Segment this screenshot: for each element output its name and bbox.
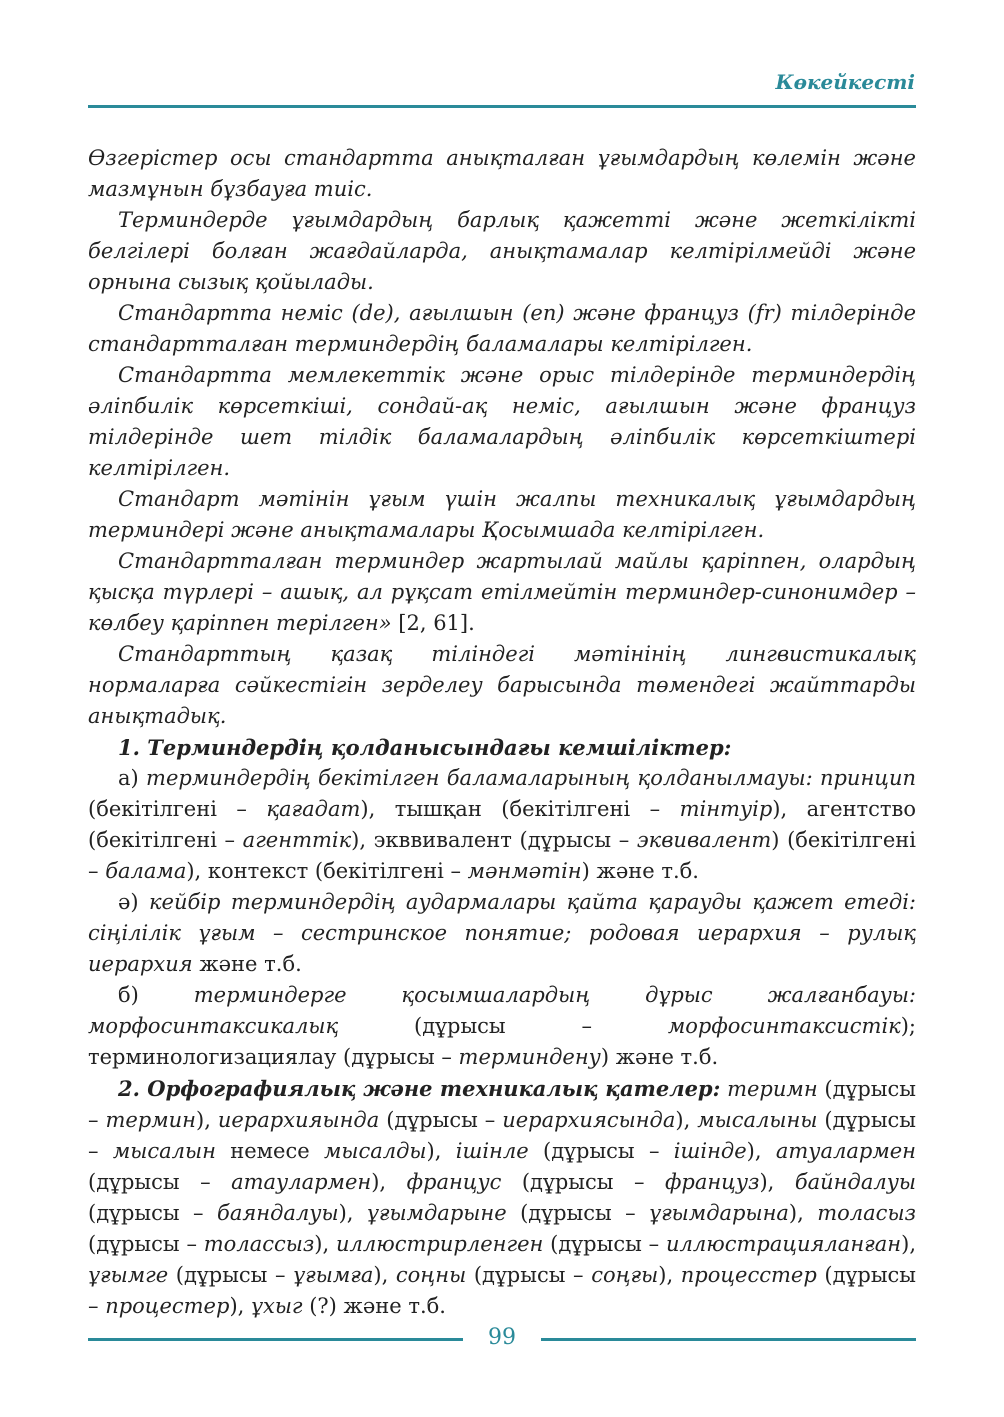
text-run: ) және т.б.: [600, 1045, 719, 1069]
text-run: иллюстрирленген: [336, 1232, 544, 1256]
text-run: ), экввивалент (дұрысы –: [351, 828, 637, 852]
text-run: ә): [118, 890, 149, 914]
paragraph-6-reference: [2, 61].: [391, 611, 475, 635]
text-run: 2. Орфографиялық және техникалық қателер:: [118, 1076, 721, 1101]
text-run: мысалын: [112, 1139, 216, 1163]
text-run: (?) және т.б.: [302, 1294, 446, 1318]
text-run: морфосинтаксистік: [667, 1014, 901, 1038]
text-run: ),: [314, 1232, 336, 1256]
text-run: ) және т.б.: [581, 859, 699, 883]
text-run: атуалармен: [775, 1139, 916, 1163]
paragraph-6: [88, 546, 916, 639]
text-run: (дұрысы –: [338, 1014, 668, 1038]
text-run: ), контекст (бекітілгені –: [186, 859, 468, 883]
text-run: ),: [658, 1263, 681, 1287]
text-run: ұғымдарына: [649, 1201, 789, 1225]
text-run: (дұрысы –: [501, 1170, 665, 1194]
footer-rule-right: [541, 1338, 916, 1341]
text-run: эквивалент: [636, 828, 772, 852]
page-body: [88, 143, 916, 1322]
text-run: ),: [371, 1170, 407, 1194]
text-run: ),: [788, 1201, 818, 1225]
text-run: ),: [759, 1170, 795, 1194]
text-run: процесстер: [680, 1263, 817, 1287]
text-run: ),: [746, 1139, 776, 1163]
text-run: (дұрысы –: [528, 1139, 674, 1163]
text-run: терминдену: [458, 1045, 601, 1069]
text-run: ішінде: [673, 1139, 747, 1163]
text-run: немесе: [215, 1139, 324, 1163]
text-run: б): [118, 983, 194, 1007]
text-run: терминдерге қосымшалардың дұрыс жалғанбауы: морфосинтаксикалық: [88, 983, 917, 1038]
text-run: терминдердің бекітілген баламаларының қолданылмауы: принцип: [146, 766, 916, 790]
text-run: (дұрысы –: [466, 1263, 592, 1287]
paragraph-6-quote: Стандартталған терминдер жартылай майлы қаріппен, олардың қысқа түрлері – ашық, ал рұқсат етілмейтін терминдер-синонимдер – көлбеу қаріппен терілген»: [88, 549, 916, 635]
text-run: ұғымдарыне: [366, 1201, 507, 1225]
text-run: қағадат: [266, 797, 361, 821]
text-run: процестер: [105, 1294, 230, 1318]
paragraph-5: Стандарт мәтінін ұғым үшін жалпы техникалық ұғымдардың терминдері және анықтамалары Қосымшада келтірілген.: [88, 487, 916, 542]
text-run: тінтуір: [679, 797, 773, 821]
header-rule: [88, 105, 916, 108]
text-run: баяндалуы: [217, 1201, 339, 1225]
text-run: (дұрысы –: [506, 1201, 650, 1225]
text-run: агенттік: [242, 828, 352, 852]
text-run: балама: [105, 859, 187, 883]
text-run: иерархияында: [217, 1108, 380, 1132]
text-run: теримн: [720, 1077, 818, 1101]
text-run: кейбір терминдердің аудармалары қайта қарауды қажет етеді: сіңілілік ұғым – сестринское понятие; родовая иерархия – рулық иерархия: [88, 890, 917, 976]
text-run: ),: [901, 1232, 916, 1256]
paragraph-7: Стандарттың қазақ тіліндегі мәтінінің лингвистикалық нормаларға сәйкестігін зерделеу барысында төмендегі жайттарды анықтадық.: [88, 642, 916, 728]
text-run: (дұрысы –: [543, 1232, 666, 1256]
text-run: иллюстрацияланған: [665, 1232, 902, 1256]
page-number: 99: [488, 1325, 516, 1350]
text-run: а): [118, 766, 147, 790]
text-run: термин: [105, 1108, 197, 1132]
text-run: ұғымға: [293, 1263, 374, 1287]
text-run: ),: [196, 1108, 218, 1132]
text-run: ),: [338, 1201, 367, 1225]
text-run: мысалды: [323, 1139, 427, 1163]
text-run: соңғы: [591, 1263, 659, 1287]
text-run: францус: [406, 1170, 502, 1194]
text-run: толасыз: [817, 1201, 916, 1225]
text-run: (бекітілгені –: [88, 797, 267, 821]
text-run: ),: [229, 1294, 251, 1318]
text-run: ) (бекітілгені –: [88, 828, 916, 883]
text-run: ішінле: [455, 1139, 529, 1163]
text-run: ),: [675, 1108, 698, 1132]
section-1-item-b: [88, 980, 916, 1073]
text-run: ), агентство (бекітілгені –: [88, 797, 916, 852]
text-run: иерархиясында: [502, 1108, 676, 1132]
running-header-title: Көкейкесті: [775, 70, 915, 94]
text-run: мәнмәтін: [467, 859, 582, 883]
text-run: ),: [426, 1139, 456, 1163]
footer-rule-left: [88, 1338, 463, 1341]
text-run: (дұрысы –: [88, 1201, 217, 1225]
text-run: байндалуы: [794, 1170, 916, 1194]
text-run: (дұрысы –: [88, 1263, 917, 1318]
paragraph-4: Стандартта мемлекеттік және орыс тілдерінде терминдердің әліпбилік көрсеткіші, сондай-ақ неміс, ағылшын және француз тілдерінде шет тілдік баламалардың әліпбилік көрсеткіштері келтірілген.: [88, 363, 916, 480]
text-run: ұхыг: [250, 1294, 303, 1318]
section-1-heading: 1. Терминдердің қолданысындағы кемшіліктер:: [118, 735, 732, 760]
text-run: (дұрысы –: [88, 1077, 916, 1132]
text-run: ), тышқан (бекітілгені –: [360, 797, 680, 821]
text-run: (дұрысы –: [88, 1232, 204, 1256]
paragraph-2: Терминдерде ұғымдардың барлық қажетті және жеткілікті белгілері болған жағдайларда, анықтамалар келтірілмейді және орнына сызық қойылады.: [88, 208, 916, 294]
text-run: француз: [664, 1170, 760, 1194]
text-run: ),: [373, 1263, 396, 1287]
text-run: және т.б.: [192, 952, 302, 976]
text-run: ); терминологизациялау (дұрысы –: [88, 1014, 916, 1069]
text-run: (дұрысы –: [168, 1263, 294, 1287]
text-run: толассыз: [203, 1232, 315, 1256]
paragraph-1: Өзгерістер осы стандартта анықталған ұғымдардың көлемін және мазмұнын бұзбауға тиіс.: [88, 146, 916, 201]
text-run: (дұрысы –: [379, 1108, 503, 1132]
text-run: (дұрысы –: [88, 1108, 917, 1163]
section-1-item-ae: [88, 887, 916, 980]
text-run: (дұрысы –: [88, 1170, 232, 1194]
text-run: ұғымге: [88, 1263, 169, 1287]
text-run: атаулармен: [231, 1170, 372, 1194]
section-1-item-a: [88, 763, 916, 887]
text-run: мысалыны: [697, 1108, 818, 1132]
section-2-paragraph: [88, 1073, 916, 1322]
text-run: соңны: [395, 1263, 467, 1287]
paragraph-3: Стандартта неміс (de), ағылшын (en) және француз (fr) тілдерінде стандартталған терминдердің баламалары келтірілген.: [88, 301, 916, 356]
